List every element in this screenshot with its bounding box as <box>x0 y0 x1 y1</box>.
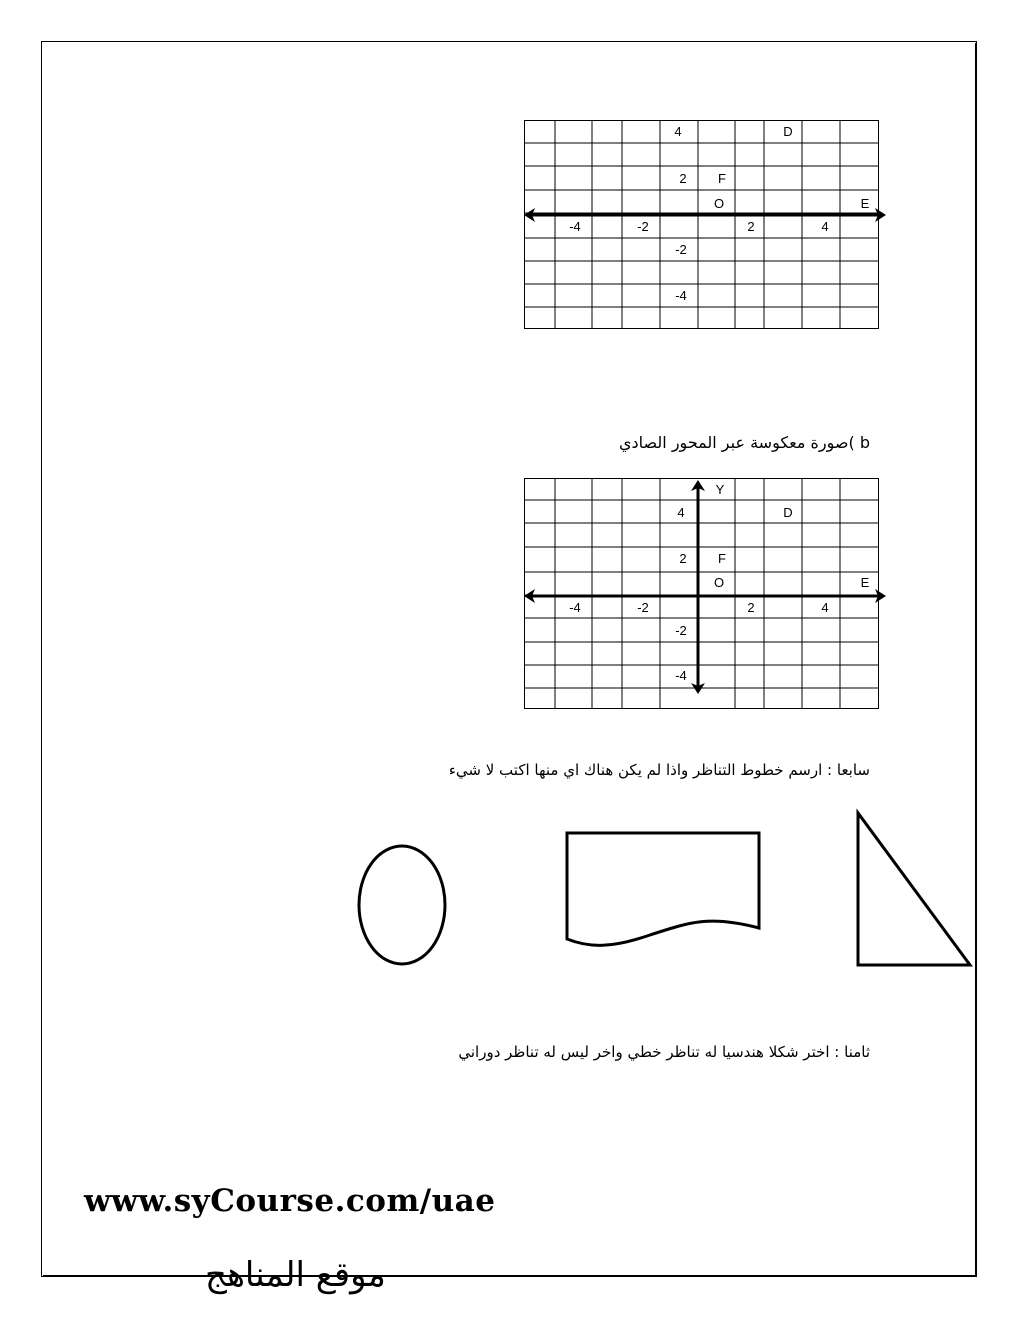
footer-site-name: موقع المناهج <box>205 1255 386 1295</box>
y-tick-label: -2 <box>675 242 687 257</box>
x-tick-label: 2 <box>747 600 755 615</box>
point-d-label: D <box>783 124 793 139</box>
x-tick-label: -2 <box>637 600 649 615</box>
symmetry-shapes <box>350 805 980 980</box>
point-f-label: F <box>718 551 726 566</box>
point-e-label: E <box>860 575 870 590</box>
y-tick-label: -4 <box>675 288 687 303</box>
y-tick-label: 2 <box>679 171 687 186</box>
grid-lines <box>524 478 879 709</box>
origin-label: O <box>713 196 725 211</box>
coordinate-grid-top <box>524 120 889 330</box>
point-e-label: E <box>860 196 870 211</box>
y-tick-label: -2 <box>675 623 687 638</box>
point-d-label: D <box>783 505 793 520</box>
question-eight-text: ثامنا : اختر شكلا هندسيا له تناظر خطي واخر ليس له تناظر دوراني <box>458 1043 870 1061</box>
coordinate-grid-bottom <box>524 478 889 710</box>
y-tick-label: -4 <box>675 668 687 683</box>
y-axis-label: Y <box>715 482 725 497</box>
y-tick-label: 4 <box>677 505 685 520</box>
part-b-title: b )صورة معكوسة عبر المحور الصادي <box>619 433 870 452</box>
x-tick-label: -4 <box>569 600 581 615</box>
origin-label: O <box>713 575 725 590</box>
point-f-label: F <box>718 171 726 186</box>
ellipse-shape <box>359 846 445 964</box>
y-tick-label: 2 <box>679 551 687 566</box>
right-triangle-shape <box>858 813 970 965</box>
y-tick-label: 4 <box>674 124 682 139</box>
y-axis-arrow <box>691 480 705 694</box>
x-tick-label: -4 <box>569 219 581 234</box>
x-tick-label: 4 <box>821 600 829 615</box>
x-tick-label: 2 <box>747 219 755 234</box>
footer-url[interactable]: www.syCourse.com/uae <box>84 1183 496 1219</box>
x-tick-label: -2 <box>637 219 649 234</box>
wavy-rectangle-shape <box>567 833 759 945</box>
question-seven-text: سابعا : ارسم خطوط التناظر واذا لم يكن هناك اي منها اكتب لا شيء <box>448 761 870 779</box>
x-tick-label: 4 <box>821 219 829 234</box>
